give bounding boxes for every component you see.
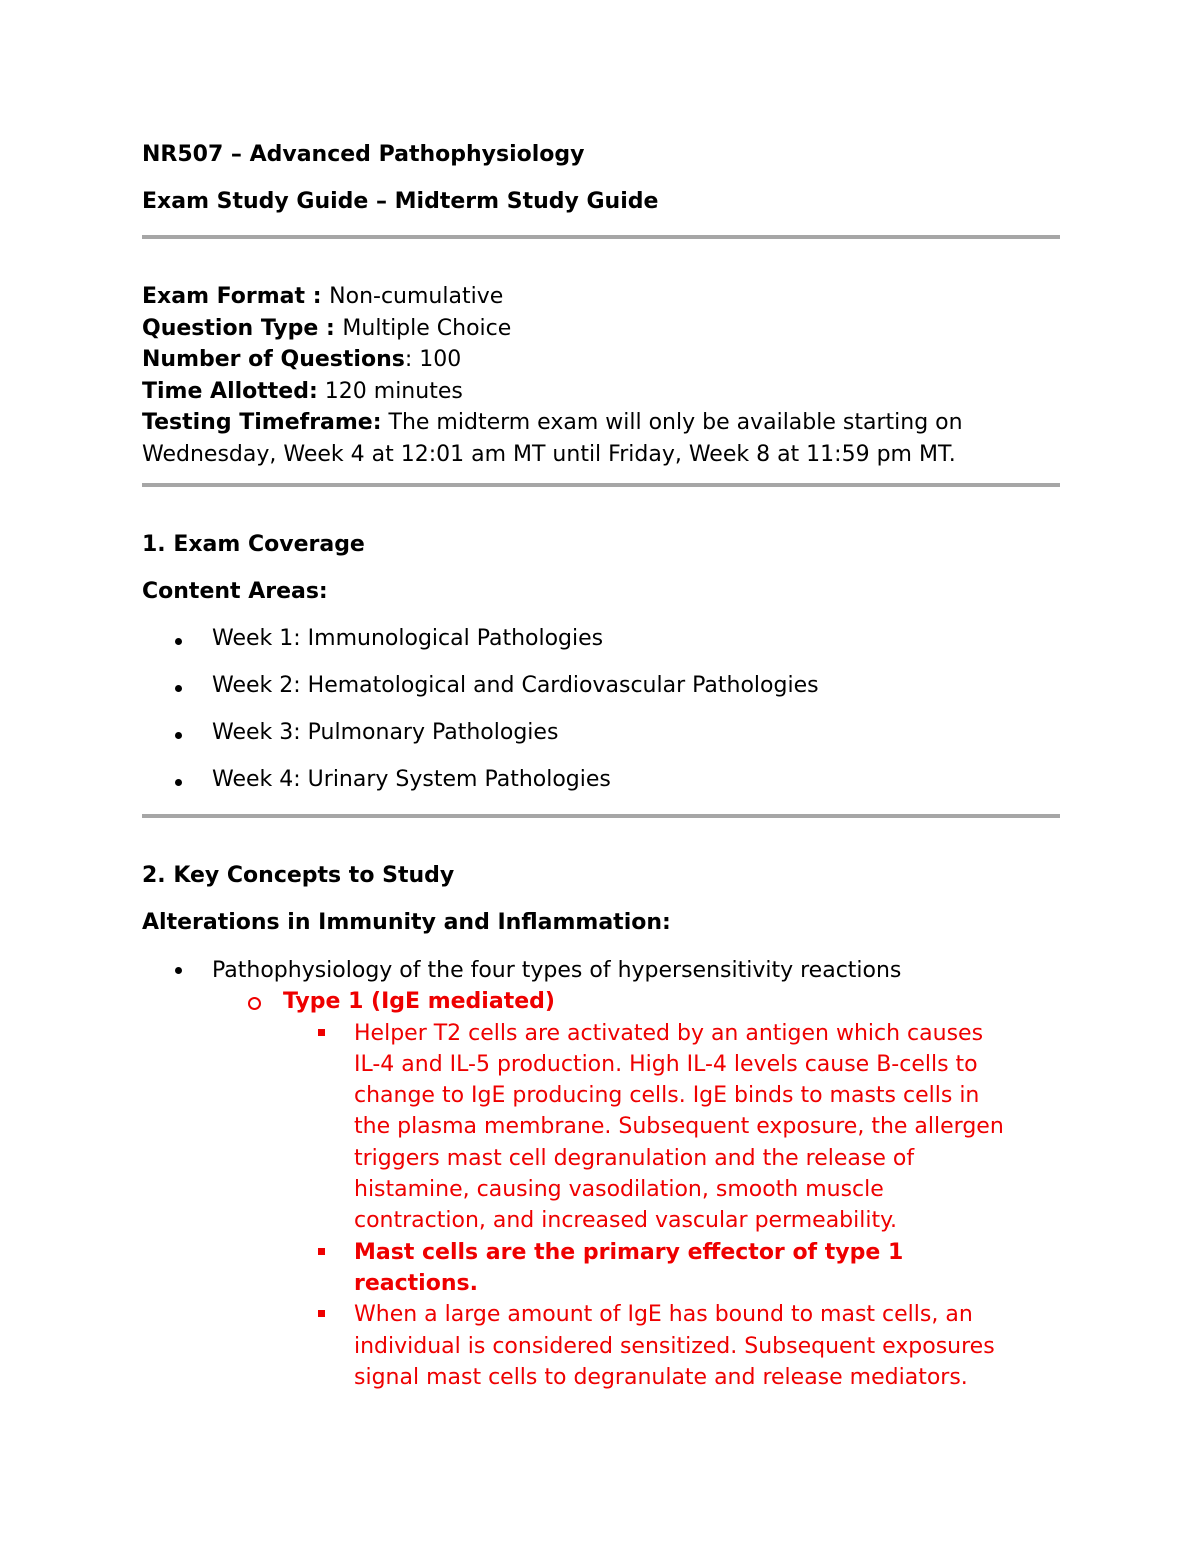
course-title: NR507 – Advanced Pathophysiology: [142, 142, 585, 167]
time-allotted-line: [142, 376, 1060, 408]
type1-item: [142, 986, 1060, 1017]
detail-text: the plasma membrane. Subsequent exposure, the allergen: [354, 1114, 1004, 1140]
list-item-text: Week 3: Pulmonary Pathologies: [212, 720, 559, 745]
divider: [142, 235, 1060, 239]
detail-text: triggers mast cell degranulation and the release of: [354, 1145, 915, 1171]
detail-text: reactions.: [354, 1270, 478, 1296]
section1-heading: 1. Exam Coverage: [142, 532, 365, 557]
num-questions-line: [142, 344, 1060, 376]
time-allotted-value: 120 minutes: [317, 378, 463, 404]
bullet-icon: [175, 732, 182, 739]
timeframe-line: [142, 407, 1060, 439]
list-item: [142, 955, 1060, 986]
num-questions-value: : 100: [404, 347, 462, 372]
list-item: [142, 766, 1060, 813]
guide-title: Exam Study Guide – Midterm Study Guide: [142, 189, 659, 214]
question-type-line: [142, 313, 1060, 345]
exam-format-label: Exam Format :: [142, 284, 330, 309]
detail-text: Helper T2 cells are activated by an antigen which causes: [354, 1020, 984, 1046]
detail-text: change to IgE producing cells. IgE binds to masts cells in: [354, 1083, 980, 1109]
detail-text: When a large amount of IgE has bound to mast cells, an: [354, 1302, 973, 1328]
square-bullet-icon: [318, 1310, 325, 1317]
circle-bullet-icon: [248, 997, 261, 1010]
timeframe-value: The midterm exam will only be available starting on: [381, 410, 963, 435]
bullet-icon: [175, 638, 182, 645]
list-item-text: Week 2: Hematological and Cardiovascular Pathologies: [212, 673, 819, 698]
hypersensitivity-list: [142, 955, 1060, 1393]
detail-text: Mast cells are the primary effector of type 1: [354, 1239, 904, 1265]
content-areas-list: [142, 625, 1060, 813]
bullet-icon: [175, 779, 182, 786]
list-item-text: Week 4: Urinary System Pathologies: [212, 767, 611, 792]
detail-text: contraction, and increased vascular permeability.: [354, 1208, 897, 1234]
list-item: [142, 672, 1060, 719]
list-item-text: Pathophysiology of the four types of hypersensitivity reactions: [212, 958, 902, 983]
detail-item: [142, 1299, 1060, 1330]
exam-info: [142, 281, 1060, 470]
timeframe-line-2: Wednesday, Week 4 at 12:01 am MT until Friday, Week 8 at 11:59 pm MT.: [142, 441, 956, 467]
detail-item: [142, 1018, 1060, 1049]
bullet-icon: [175, 967, 182, 974]
question-type-label: Question Type :: [142, 315, 343, 341]
detail-text: individual is considered sensitized. Subsequent exposures: [354, 1333, 995, 1359]
detail-text: IL-4 and IL-5 production. High IL-4 levels cause B-cells to: [354, 1051, 978, 1077]
bullet-icon: [175, 685, 182, 692]
list-item-text: Week 1: Immunological Pathologies: [212, 626, 604, 651]
type1-label: Type 1 (IgE mediated): [283, 989, 555, 1015]
list-item: [142, 625, 1060, 672]
content-areas-heading: Content Areas:: [142, 579, 328, 604]
list-item: [142, 719, 1060, 766]
detail-text: histamine, causing vasodilation, smooth muscle: [354, 1177, 884, 1203]
timeframe-label: Testing Timeframe:: [142, 410, 382, 435]
divider: [142, 483, 1060, 487]
detail-text: signal mast cells to degranulate and release mediators.: [354, 1364, 968, 1390]
section2-heading: 2. Key Concepts to Study: [142, 863, 455, 888]
exam-format-value: Non-cumulative: [329, 284, 504, 309]
square-bullet-icon: [318, 1029, 325, 1036]
exam-format-line: [142, 281, 1060, 313]
square-bullet-icon: [318, 1248, 325, 1255]
immunity-heading: Alterations in Immunity and Inflammation:: [142, 910, 671, 935]
question-type-value: Multiple Choice: [342, 315, 512, 341]
divider: [142, 814, 1060, 818]
time-allotted-label: Time Allotted:: [142, 378, 318, 404]
detail-item: [142, 1237, 1060, 1268]
num-questions-label: Number of Questions: [142, 347, 405, 372]
